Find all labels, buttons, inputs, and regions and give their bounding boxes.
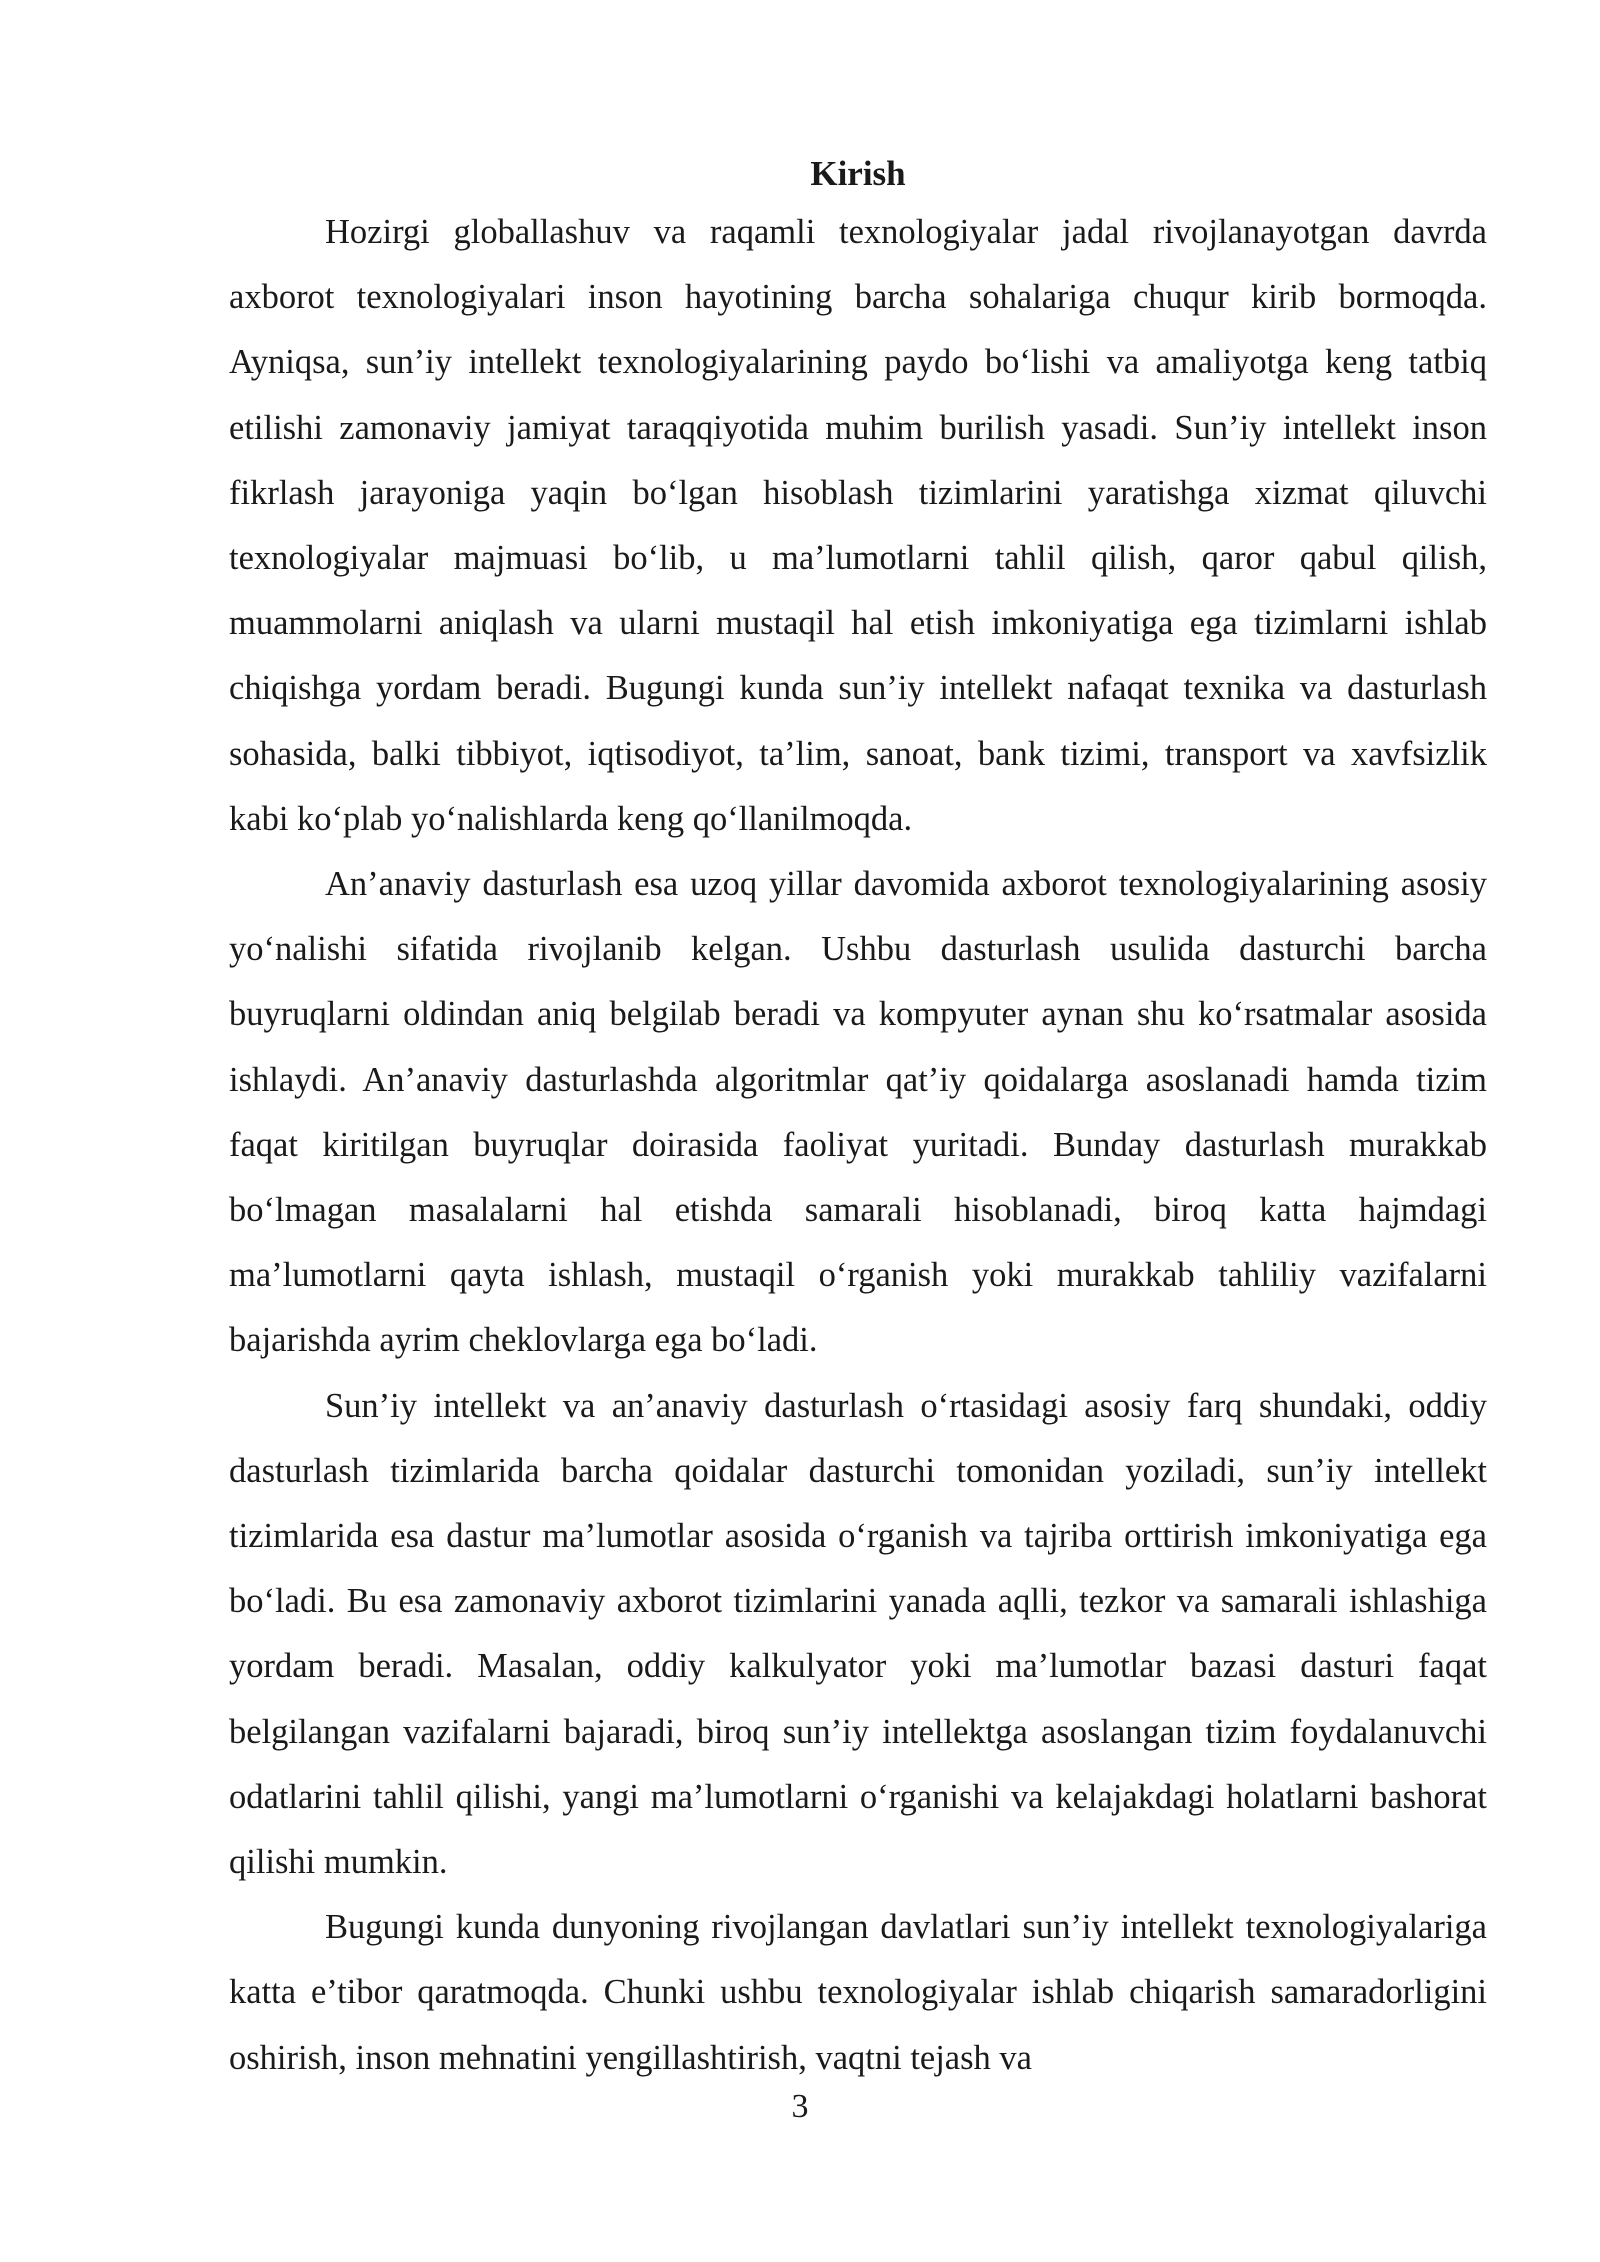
paragraph: An’anaviy dasturlash esa uzoq yillar davomida axborot texnologiyalarining asosiy yo‘nalishi sifatida rivojlanib kelgan. Ushbu dasturlash usulida dasturchi barcha buyruqlarni oldindan aniq belgilab beradi va kompyuter aynan shu ko‘rsatmalar asosida ishlaydi. An’anaviy dasturlashda algoritmlar qat’iy qoidalarga asoslanadi hamda tizim faqat kiritilgan buyruqlar doirasida faoliyat yuritadi. Bunday dasturlash murakkab bo‘lmagan masalalarni hal etishda samarali hisoblanadi, biroq katta hajmdagi ma’lumotlarni qayta ishlash, mustaqil o‘rganish yoki murakkab tahliliy vazifalarni bajarishda ayrim cheklovlarga ega bo‘ladi. (229, 865, 1487, 1360)
paragraph: Hozirgi globallashuv va raqamli texnologiyalar jadal rivojlanayotgan davrda axborot texnologiyalari inson hayotining barcha sohalariga chuqur kirib bormoqda. Ayniqsa, sun’iy intellekt texnologiyalarining paydo bo‘lishi va amaliyotga keng tatbiq etilishi zamonaviy jamiyat taraqqiyotida muhim burilish yasadi. Sun’iy intellekt inson fikrlash jarayoniga yaqin bo‘lgan hisoblash tizimlarini yaratishga xizmat qiluvchi texnologiyalar majmuasi bo‘lib, u ma’lumotlarni tahlil qilish, qaror qabul qilish, muammolarni aniqlash va ularni mustaqil hal etish imkoniyatiga ega tizimlarni ishlab chiqishga yordam beradi. Bugungi kunda sun’iy intellekt nafaqat texnika va dasturlash sohasida, balki tibbiyot, iqtisodiyot, ta’lim, sanoat, bank tizimi, transport va xavfsizlik kabi ko‘plab yo‘nalishlarda keng qo‘llanilmoqda. (229, 213, 1487, 838)
paragraph: Bugungi kunda dunyoning rivojlangan davlatlari sun’iy intellekt texnologiyalariga katta e’tibor qaratmoqda. Chunki ushbu texnologiyalar ishlab chiqarish samaradorligini oshirish, inson mehnatini yengillashtirish, vaqtni tejash va (229, 1908, 1487, 2077)
page-content (229, 148, 1487, 2091)
paragraph: Sun’iy intellekt va an’anaviy dasturlash o‘rtasidagi asosiy farq shundaki, oddiy dasturlash tizimlarida barcha qoidalar dasturchi tomonidan yoziladi, sun’iy intellekt tizimlarida esa dastur ma’lumotlar asosida o‘rganish va tajriba orttirish imkoniyatiga ega bo‘ladi. Bu esa zamonaviy axborot tizimlarini yanada aqlli, tezkor va samarali ishlashiga yordam beradi. Masalan, oddiy kalkulyator yoki ma’lumotlar bazasi dasturi faqat belgilangan vazifalarni bajaradi, biroq sun’iy intellektga asoslangan tizim foydalanuvchi odatlarini tahlil qilishi, yangi ma’lumotlarni o‘rganishi va kelajakdagi holatlarni bashorat qilishi mumkin. (229, 1386, 1487, 1882)
section-title: Kirish (810, 154, 906, 193)
page-number: 3 (791, 2088, 809, 2125)
